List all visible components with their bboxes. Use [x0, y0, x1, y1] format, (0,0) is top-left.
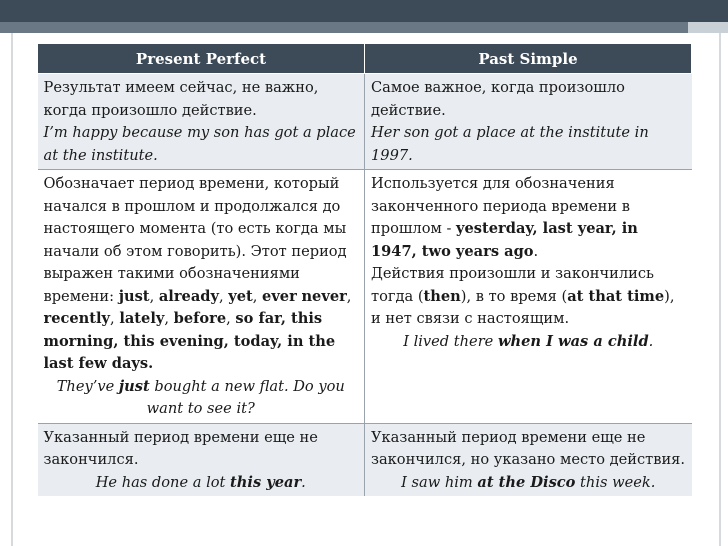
- rule-text: Указанный период времени еще не закончился.: [43, 428, 318, 468]
- example-text: Her son got a place at the institute in 1997.: [371, 124, 649, 164]
- rule-intro: Обозначает период времени, который начался в прошлом и продолжался до настоящего момента (то есть когда мы начали об этом говорить). Этот период выражен такими обозначениями времени:: [43, 175, 347, 305]
- marker-yesterday: yesterday: [456, 220, 533, 237]
- example-text: He has done a lot this year.: [95, 473, 306, 491]
- marker-never: never: [301, 287, 347, 305]
- marker-in-the-last-few-days: in the last few days: [43, 332, 336, 372]
- table-row: [38, 74, 692, 170]
- marker-yet: yet: [228, 287, 253, 305]
- marker-recently: recently: [43, 310, 111, 327]
- marker-already: already: [158, 287, 219, 305]
- example-text: I’m happy because my son has got a place at the institute.: [43, 124, 356, 164]
- marker-ever: ever: [262, 287, 297, 305]
- row1-past-simple-cell: [365, 74, 692, 170]
- comparison-table: [37, 43, 692, 496]
- marker-this-morning: this morning: [43, 310, 323, 350]
- marker-this-evening: this evening: [123, 332, 224, 350]
- example-text: I saw him at the Disco this week.: [401, 473, 656, 491]
- marker-today: today: [233, 332, 278, 350]
- rule-text: Обозначает период времени, который начался в прошлом и продолжался до настоящего момента (то есть когда мы начали об этом говорить). Этот период выражен такими обозначениями времени: just, already, yet, ever never, recently, lately, before, so far, this morning, this evening, today, in the last few days.: [43, 175, 352, 372]
- rule-text: Результат имеем сейчас, не важно, когда произошло действие.: [43, 79, 319, 119]
- marker-so-far: so far: [235, 310, 281, 327]
- marker-in-1947: in 1947: [371, 220, 638, 260]
- title-strip: [0, 22, 728, 33]
- rule-text: Указанный период времени еще не закончился, но указано место действия.: [371, 428, 686, 468]
- marker-at-that-time: at that time: [567, 287, 665, 305]
- table-row: [38, 423, 692, 496]
- rule-text: Самое важное, когда произошло действие.: [371, 79, 625, 119]
- left-border-line: [11, 33, 13, 546]
- row3-past-simple-cell: [365, 423, 692, 496]
- header-present-perfect: Present Perfect: [38, 44, 365, 74]
- table-row: [38, 170, 692, 424]
- title-bar: [0, 0, 728, 22]
- table-header-row: [38, 44, 692, 74]
- header-past-simple: Past Simple: [365, 44, 692, 74]
- rule-text: Используется для обозначения законченного периода времени в прошлом - yesterday, last year, in 1947, two years ago.: [371, 175, 638, 260]
- row2-present-perfect-cell: [38, 170, 365, 424]
- marker-then: then: [423, 287, 461, 305]
- rule-text-2: Действия произошли и закончились тогда (then), в то время (at that time), и нет связи с настоящим.: [371, 265, 675, 327]
- title-strip-accent: [688, 22, 728, 33]
- marker-two-years-ago: two years ago: [421, 242, 534, 260]
- marker-last-year: last year: [542, 220, 612, 237]
- marker-before: before: [173, 310, 227, 327]
- example-text: They’ve just bought a new flat. Do you want to see it?: [56, 377, 345, 417]
- marker-just: just: [118, 287, 150, 305]
- marker-lately: lately: [119, 310, 165, 327]
- row2-past-simple-cell: [365, 170, 692, 424]
- row1-present-perfect-cell: [38, 74, 365, 170]
- right-border-line: [719, 33, 721, 546]
- row3-present-perfect-cell: [38, 423, 365, 496]
- example-text: I lived there when I was a child.: [403, 332, 654, 350]
